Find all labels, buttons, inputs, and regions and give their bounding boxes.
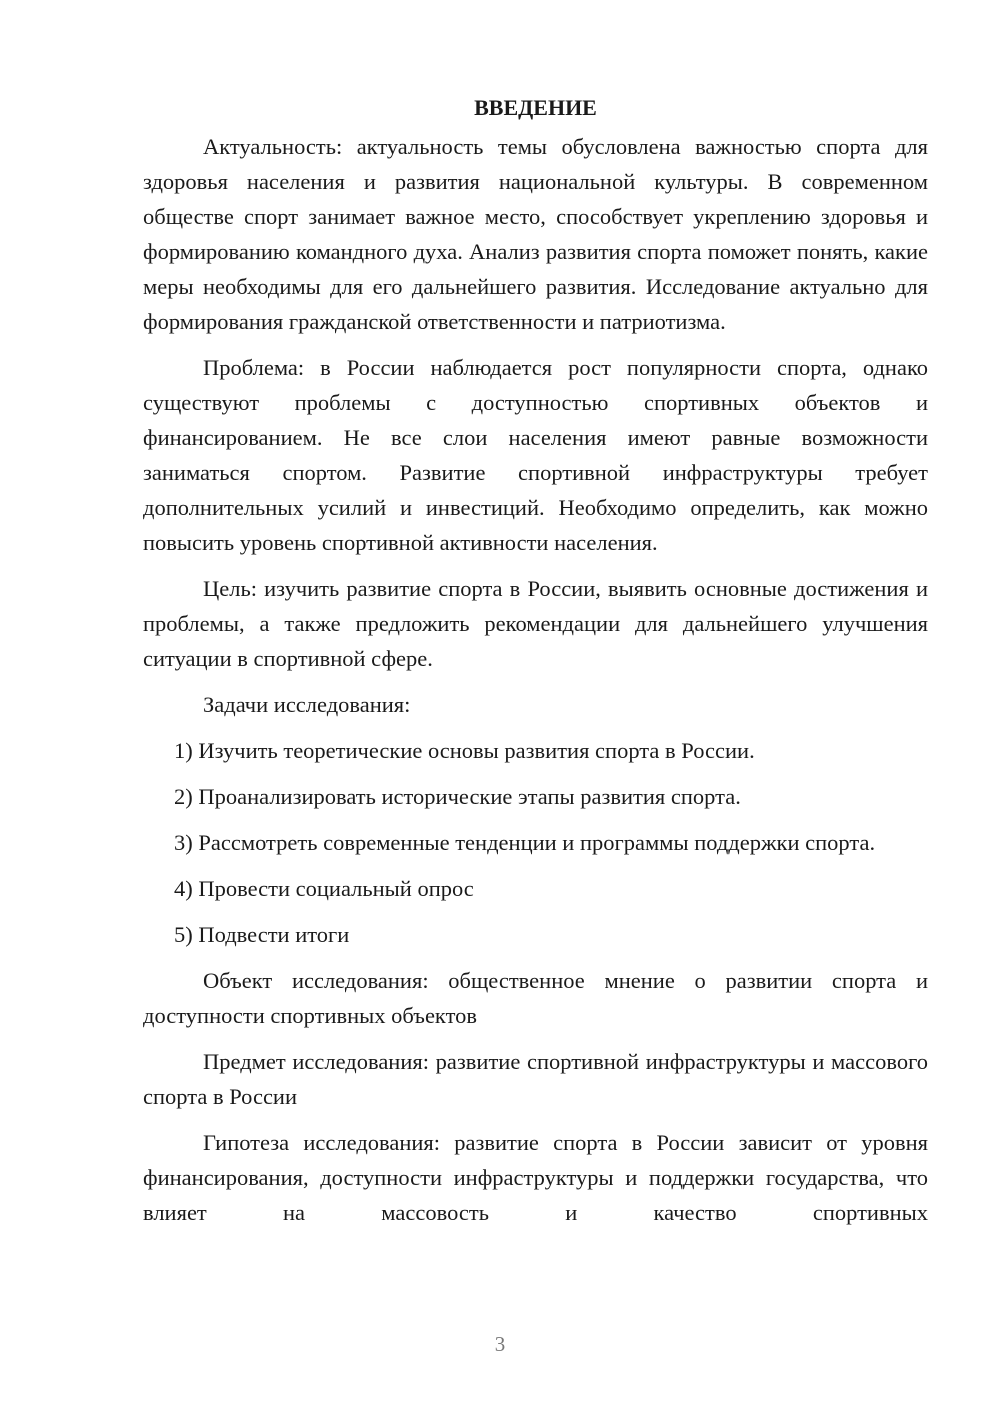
task-item-5: 5) Подвести итоги <box>174 922 350 947</box>
page-number: 3 <box>494 1332 506 1356</box>
section-heading: ВВЕДЕНИЕ <box>474 95 597 120</box>
paragraph-problem: Проблема: в России наблюдается рост популярности спорта, однако существуют проблемы с доступностью спортивных объектов и финансированием. Не все слои населения имеют равные возможности заниматься спортом. Развитие спортивной инфраструктуры требует дополнительных усилий и инвестиций. Необходимо определить, как можно повысить уровень спортивной активности населения. <box>143 355 928 555</box>
paragraph-relevance: Актуальность: актуальность темы обусловлена важностью спорта для здоровья населения и развития национальной культуры. В современном обществе спорт занимает важное место, способствует укреплению здоровья и формированию командного духа. Анализ развития спорта поможет понять, какие меры необходимы для его дальнейшего развития. Исследование актуально для формирования гражданской ответственности и патриотизма. <box>143 134 928 334</box>
task-item-3: 3) Рассмотреть современные тенденции и программы поддержки спорта. <box>174 830 876 855</box>
document-page <box>143 90 928 1330</box>
task-item-1: 1) Изучить теоретические основы развития спорта в России. <box>174 738 755 763</box>
tasks-heading: Задачи исследования: <box>203 692 411 717</box>
paragraph-subject: Предмет исследования: развитие спортивной инфраструктуры и массового спорта в России <box>143 1049 928 1109</box>
task-item-4: 4) Провести социальный опрос <box>174 876 474 901</box>
paragraph-object: Объект исследования: общественное мнение о развитии спорта и доступности спортивных объектов <box>143 968 928 1028</box>
paragraph-hypothesis: Гипотеза исследования: развитие спорта в России зависит от уровня финансирования, доступности инфраструктуры и поддержки государства, что влияет на массовость и качество спортивных <box>143 1130 928 1225</box>
paragraph-goal: Цель: изучить развитие спорта в России, выявить основные достижения и проблемы, а также предложить рекомендации для дальнейшего улучшения ситуации в спортивной сфере. <box>143 576 928 671</box>
task-item-2: 2) Проанализировать исторические этапы развития спорта. <box>174 784 741 809</box>
